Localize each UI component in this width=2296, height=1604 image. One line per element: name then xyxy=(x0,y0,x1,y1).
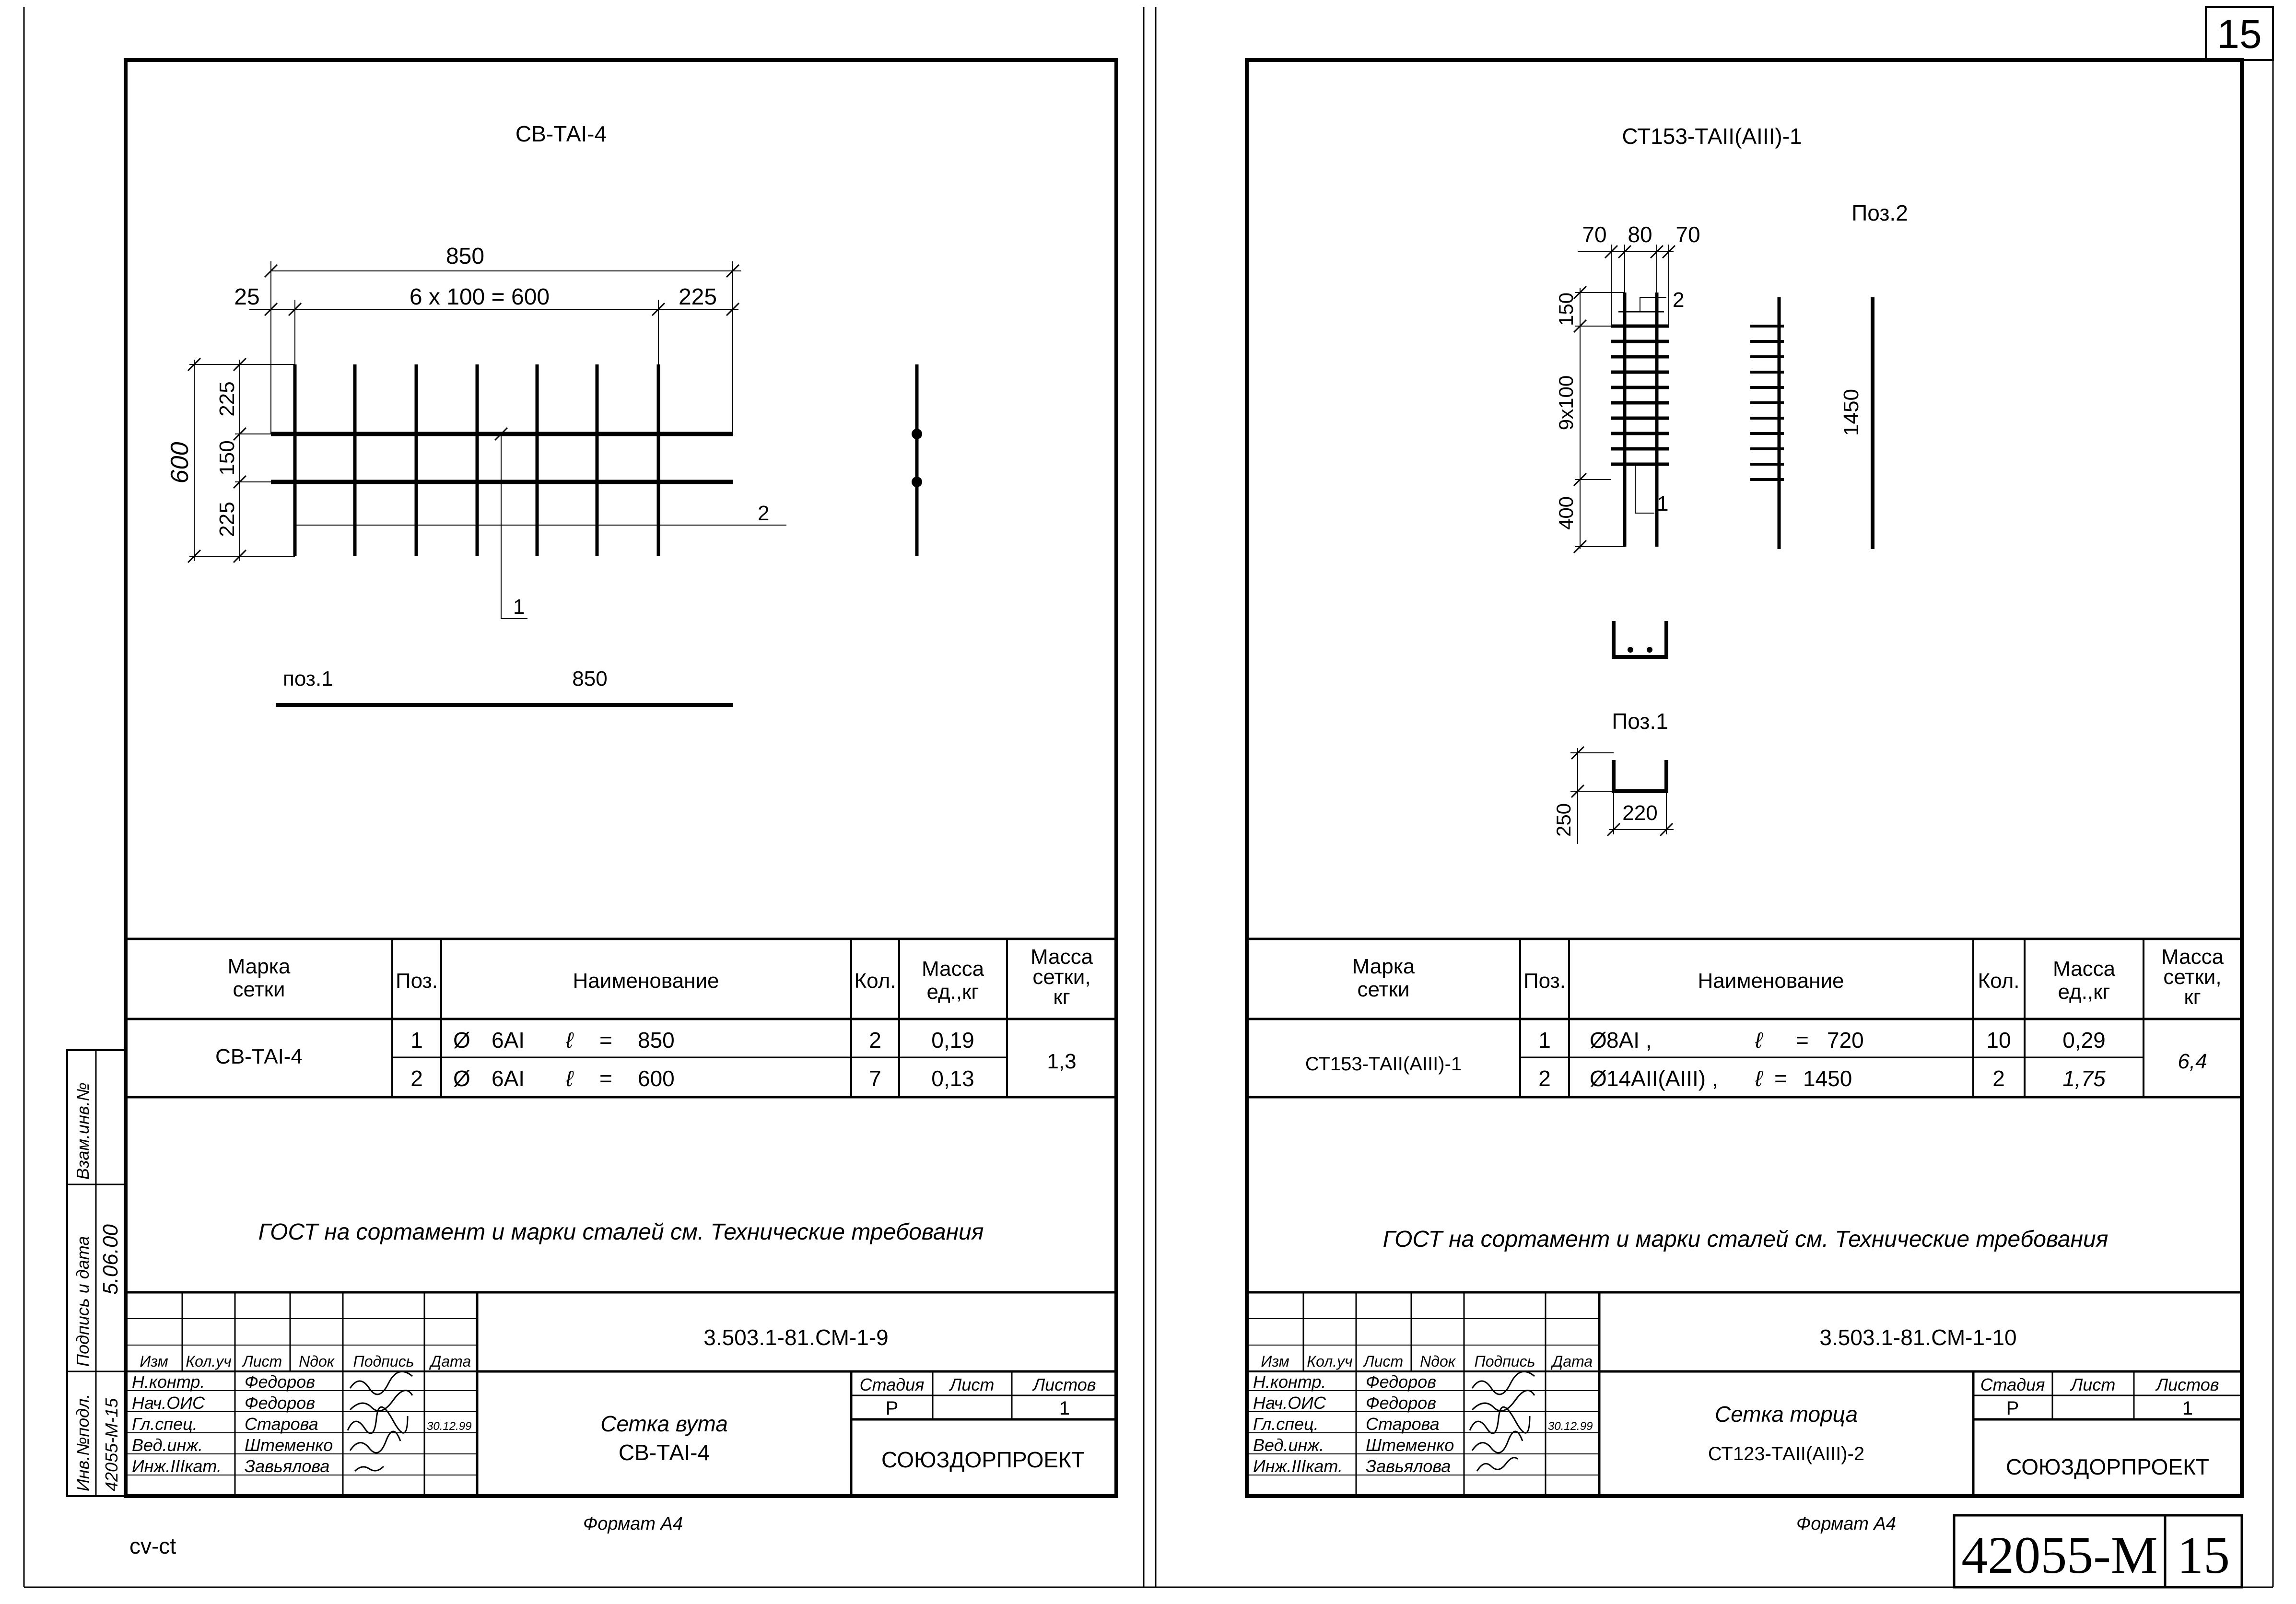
left-stamp-org: СОЮЗДОРПРОЕКТ xyxy=(881,1447,1085,1472)
signature-scribbles xyxy=(1470,1371,1535,1471)
stamp-role: Гл.спец. xyxy=(132,1414,198,1434)
spec-header-pos: Поз. xyxy=(1523,969,1566,993)
left-note: ГОСТ на сортамент и марки сталей см. Технические требования xyxy=(258,1219,984,1245)
leader-pos1: 1 xyxy=(1657,492,1669,515)
dim-top-80: 80 xyxy=(1628,222,1652,247)
dim-v1: 225 xyxy=(215,381,239,417)
spec-header-mark-l1: Марка xyxy=(1352,955,1415,978)
spec-total-mass: 1,3 xyxy=(1047,1050,1077,1073)
spec-mark: СВ-ТАI-4 xyxy=(215,1045,303,1068)
spec-header-mass-total-l2: сетки, xyxy=(1032,965,1091,989)
spec-header-name: Наименование xyxy=(1698,969,1844,993)
dim-v-bot: 400 xyxy=(1555,496,1577,530)
spec-row xyxy=(1538,1028,2106,1053)
spec-row-steel: 6АI xyxy=(492,1066,525,1091)
spec-row-len: 850 xyxy=(638,1028,675,1053)
spec-header-mass-unit xyxy=(922,957,984,1004)
stamp-role: Н.контр. xyxy=(1253,1372,1326,1392)
stamp-col-ndok: Nдок xyxy=(1420,1353,1455,1370)
stamp-role: Гл.спец. xyxy=(1253,1414,1319,1434)
spec-header-mass-total-l3: кг xyxy=(2184,985,2201,1009)
stamp-name: Штеменко xyxy=(1366,1435,1454,1455)
stamp-stage: Р xyxy=(885,1398,899,1419)
spec-header-name: Наименование xyxy=(573,969,719,993)
dim-v2: 150 xyxy=(215,440,239,476)
bar-section-dot xyxy=(1647,647,1652,653)
stamp-col-data: Дата xyxy=(1552,1353,1593,1370)
format-label-right: Формат А4 xyxy=(1796,1514,1896,1534)
right-drawing-title: СТ153-ТАII(АIII)-1 xyxy=(1622,124,1802,149)
stamp-role: Нач.ОИС xyxy=(1253,1393,1326,1413)
spec-row-dia: Ø xyxy=(1590,1066,1607,1091)
stamp-role: Вед.инж. xyxy=(1253,1435,1324,1455)
spec-row-len-sym: ℓ xyxy=(566,1066,573,1091)
file-note: cv-ct xyxy=(129,1534,176,1558)
stamp-sheet-header: Лист xyxy=(2071,1375,2116,1394)
spec-row-mass: 1,75 xyxy=(2062,1066,2106,1091)
stamp-name: Старова xyxy=(1366,1414,1440,1434)
spec-header-mass-total-l1: Масса xyxy=(1030,945,1093,969)
document-code: 42055-М xyxy=(1961,1526,2158,1584)
spec-row xyxy=(410,1066,974,1091)
dim-height: 600 xyxy=(166,442,194,484)
spec-row-qty: 2 xyxy=(1992,1066,2005,1091)
dim-left-offset: 25 xyxy=(234,284,260,310)
spec-row-len: 720 xyxy=(1827,1028,1864,1053)
stamp-name: Старова xyxy=(245,1414,318,1434)
stamp-col-izm: Изм xyxy=(1261,1353,1289,1370)
spec-row-pos: 2 xyxy=(410,1066,423,1091)
left-stamp-title-2: СВ-ТАI-4 xyxy=(618,1440,710,1465)
spec-row-len: 600 xyxy=(638,1066,675,1091)
spec-header-mass-unit-l1: Масса xyxy=(921,957,984,981)
stamp-name: Федоров xyxy=(1366,1393,1436,1413)
spec-header-mass-total xyxy=(1031,945,1093,1009)
dim-220: 220 xyxy=(1622,801,1658,825)
right-stamp-title-1: Сетка торца xyxy=(1714,1402,1858,1427)
leader-pos1: 1 xyxy=(513,595,525,619)
pos2-label: Поз.2 xyxy=(1851,200,1908,225)
spec-header-pos: Поз. xyxy=(396,969,438,993)
spec-row-steel: 14АII(АIII) , xyxy=(1606,1066,1718,1091)
stamp-role: Н.контр. xyxy=(132,1372,205,1392)
spec-header-mass-unit xyxy=(2053,957,2116,1004)
stamp-sheets: 1 xyxy=(1059,1398,1070,1419)
dim-top-70-right: 70 xyxy=(1675,222,1700,247)
stamp-stage-header: Стадия xyxy=(859,1375,925,1394)
spec-row-eq: = xyxy=(1796,1028,1809,1053)
spec-row-len-sym: ℓ xyxy=(566,1028,573,1053)
spec-header-mass-unit-l2: ед.,кг xyxy=(2058,980,2110,1004)
sign-label: Подпись и дата xyxy=(73,1236,93,1367)
dim-v-mid: 9x100 xyxy=(1555,375,1577,431)
stamp-name: Федоров xyxy=(1366,1372,1436,1392)
stamp-col-podpis: Подпись xyxy=(353,1353,414,1370)
spec-row xyxy=(410,1028,974,1053)
dim-250: 250 xyxy=(1552,803,1575,837)
spec-header-mass-total xyxy=(2161,945,2224,1009)
inv-label: Инв.№подл. xyxy=(73,1393,93,1491)
leader-pos2: 2 xyxy=(1673,288,1685,312)
spec-row-pos: 1 xyxy=(1538,1028,1551,1053)
spec-row-eq: = xyxy=(599,1066,612,1091)
spec-row-steel: 8АI , xyxy=(1606,1028,1652,1053)
spec-row-eq: = xyxy=(599,1028,612,1053)
stamp-col-koluch: Кол.уч xyxy=(1307,1353,1353,1370)
pos1-length: 850 xyxy=(572,667,608,691)
spec-row-len-sym: ℓ xyxy=(1755,1066,1762,1091)
stamp-date: 30.12.99 xyxy=(1548,1420,1593,1433)
spec-row-qty: 10 xyxy=(1986,1028,2011,1053)
right-note: ГОСТ на сортамент и марки сталей см. Технические требования xyxy=(1382,1227,2109,1252)
stamp-sheets: 1 xyxy=(2182,1398,2193,1419)
signature-scribbles xyxy=(348,1371,412,1471)
left-drawing-title: СВ-ТАI-4 xyxy=(515,121,607,146)
dim-right-offset: 225 xyxy=(678,284,717,310)
dim-pitch: 6 x 100 = 600 xyxy=(409,284,550,310)
spec-row-dia: Ø xyxy=(1590,1028,1607,1053)
stamp-col-izm: Изм xyxy=(140,1353,168,1370)
bar-section-dot xyxy=(1628,647,1633,653)
spec-row-steel: 6АI xyxy=(492,1028,525,1053)
bar-section-dot xyxy=(912,429,922,439)
spec-header-qty: Кол. xyxy=(1978,969,2020,993)
dim-v-top: 150 xyxy=(1555,292,1577,327)
spec-header-mass-total-l3: кг xyxy=(1053,985,1070,1009)
spec-row-len-sym: ℓ xyxy=(1755,1028,1762,1053)
stamp-name: Завьялова xyxy=(245,1456,330,1476)
spec-header-mark-l2: сетки xyxy=(1357,978,1410,1001)
spec-header-mark-l2: сетки xyxy=(233,978,285,1001)
vzam-label: Взам.инв.№ xyxy=(73,1082,93,1180)
spec-row-qty: 2 xyxy=(869,1028,881,1053)
stamp-role: Вед.инж. xyxy=(132,1435,203,1455)
spec-row-pos: 1 xyxy=(410,1028,423,1053)
spec-total-mass: 6,4 xyxy=(2178,1050,2207,1073)
spec-header-mark-l1: Марка xyxy=(227,955,291,978)
spec-row-eq: = xyxy=(1774,1066,1787,1091)
spec-header-mass-total-l2: сетки, xyxy=(2163,965,2222,989)
spec-row-mass: 0,29 xyxy=(2062,1028,2106,1053)
stamp-sheet-header: Лист xyxy=(949,1375,995,1394)
leader-pos2: 2 xyxy=(758,502,770,525)
spec-row-pos: 2 xyxy=(1538,1066,1551,1091)
spec-row-dia: Ø xyxy=(453,1066,470,1091)
stamp-name: Федоров xyxy=(245,1372,315,1392)
stamp-col-data: Дата xyxy=(430,1353,471,1370)
stamp-stage-header: Стадия xyxy=(1980,1375,2045,1394)
left-stamp-doc-code: 3.503.1-81.СМ-1-9 xyxy=(703,1325,889,1350)
stamp-col-koluch: Кол.уч xyxy=(186,1353,232,1370)
stamp-name: Завьялова xyxy=(1366,1456,1451,1476)
stamp-col-ndok: Nдок xyxy=(299,1353,334,1370)
pos1-label: поз.1 xyxy=(283,667,333,691)
right-stamp-title-2: СТ123-ТАII(АIII)-2 xyxy=(1708,1443,1865,1464)
dim-length: 1450 xyxy=(1839,389,1863,436)
stamp-date: 30.12.99 xyxy=(427,1420,472,1433)
stamp-sheets-header: Листов xyxy=(2156,1375,2219,1394)
stamp-name: Штеменко xyxy=(245,1435,333,1455)
spec-row-mass: 0,19 xyxy=(931,1028,974,1053)
right-stamp-doc-code: 3.503.1-81.СМ-1-10 xyxy=(1819,1325,2017,1350)
stamp-role: Нач.ОИС xyxy=(132,1393,205,1413)
spec-row xyxy=(1538,1066,2106,1091)
inv-value: 42055-М-15 xyxy=(102,1398,121,1491)
format-label-left: Формат А4 xyxy=(583,1514,683,1534)
dim-top-70-left: 70 xyxy=(1582,222,1607,247)
corner-sheet-number: 15 xyxy=(2217,12,2262,57)
left-stamp-title-1: Сетка вута xyxy=(600,1411,728,1436)
dim-overall: 850 xyxy=(445,244,485,269)
stamp-col-list: Лист xyxy=(242,1353,282,1370)
spec-row-mass: 0,13 xyxy=(931,1066,974,1091)
spec-header-mark xyxy=(228,955,291,1001)
spec-header-mass-unit-l2: ед.,кг xyxy=(926,980,979,1004)
spec-mark: СТ153-ТАII(АIII)-1 xyxy=(1305,1054,1462,1075)
spec-header-mass-total-l1: Масса xyxy=(2161,945,2224,969)
stamp-col-podpis: Подпись xyxy=(1474,1353,1535,1370)
spec-header-mark xyxy=(1352,955,1415,1001)
spec-row-len: 1450 xyxy=(1803,1066,1852,1091)
stamp-role: Инж.IIIкат. xyxy=(1253,1456,1343,1476)
spec-header-mass-unit-l1: Масса xyxy=(2052,957,2116,981)
right-stamp-org: СОЮЗДОРПРОЕКТ xyxy=(2006,1454,2209,1479)
bar-section-dot xyxy=(912,477,922,487)
dim-v3: 225 xyxy=(215,502,239,537)
stamp-stage: Р xyxy=(2006,1398,2019,1419)
sign-value: 5.06.00 xyxy=(99,1224,122,1295)
stamp-role: Инж.IIIкат. xyxy=(132,1456,222,1476)
stamp-name: Федоров xyxy=(245,1393,315,1413)
stamp-col-list: Лист xyxy=(1363,1353,1404,1370)
sheet-number: 15 xyxy=(2177,1526,2230,1584)
spec-header-qty: Кол. xyxy=(854,969,896,993)
spec-row-dia: Ø xyxy=(453,1028,470,1053)
pos1-label-right: Поз.1 xyxy=(1612,709,1668,734)
stamp-sheets-header: Листов xyxy=(1033,1375,1096,1394)
spec-row-qty: 7 xyxy=(869,1066,881,1091)
